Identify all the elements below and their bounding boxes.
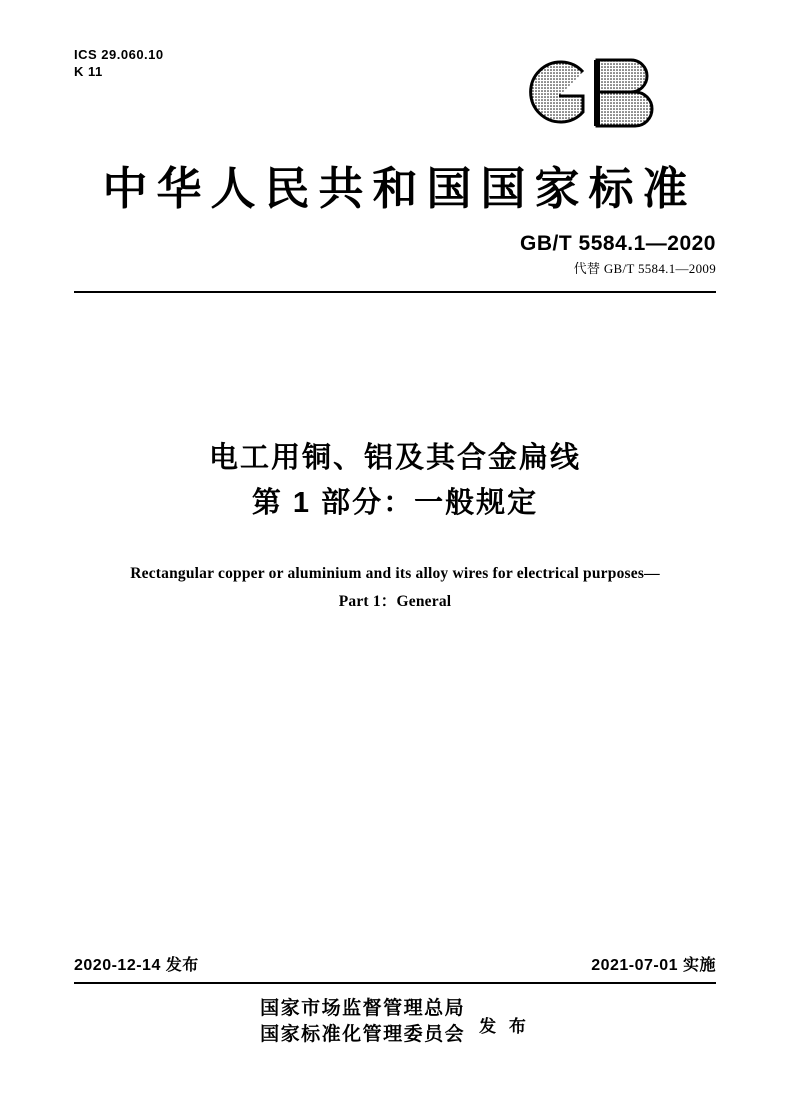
header-divider (74, 291, 716, 293)
standard-code: GB/T 5584.1—2020 (520, 232, 716, 255)
issue-action-label: 发 布 (479, 1016, 530, 1036)
document-title-cn-line1: 电工用铜、铝及其合金扁线 (208, 442, 581, 474)
ics-number: ICS 29.060.10 (74, 47, 164, 62)
publication-dates (74, 952, 716, 974)
ccs-number: K 11 (74, 64, 103, 79)
gb-national-standard-logo-icon (505, 48, 675, 136)
issuing-authority-inner (260, 996, 530, 1048)
page-title: 中华人民共和国国家标准 (102, 163, 697, 214)
issuing-authority-names (260, 996, 465, 1048)
document-title-cn (0, 436, 790, 526)
issue-date: 2020-12-14 发布 (74, 957, 199, 974)
effective-date: 2021-07-01 实施 (591, 957, 716, 974)
footer-divider (74, 982, 716, 984)
document-title-en-line2: Part 1：General (338, 593, 452, 610)
document-title-en (90, 560, 700, 616)
document-title-cn-line2: 第 1 部分：一般规定 (251, 487, 539, 519)
issuing-authority (0, 996, 790, 1048)
ics-classification-block (74, 46, 164, 80)
standard-replaces: 代替 GB/T 5584.1—2009 (573, 261, 716, 276)
document-title-en-line1: Rectangular copper or aluminium and its alloy wires for electrical purposes— (130, 565, 660, 582)
issuing-authority-line2: 国家标准化管理委员会 (260, 1024, 466, 1045)
issuing-authority-line1: 国家市场监督管理总局 (260, 998, 466, 1019)
